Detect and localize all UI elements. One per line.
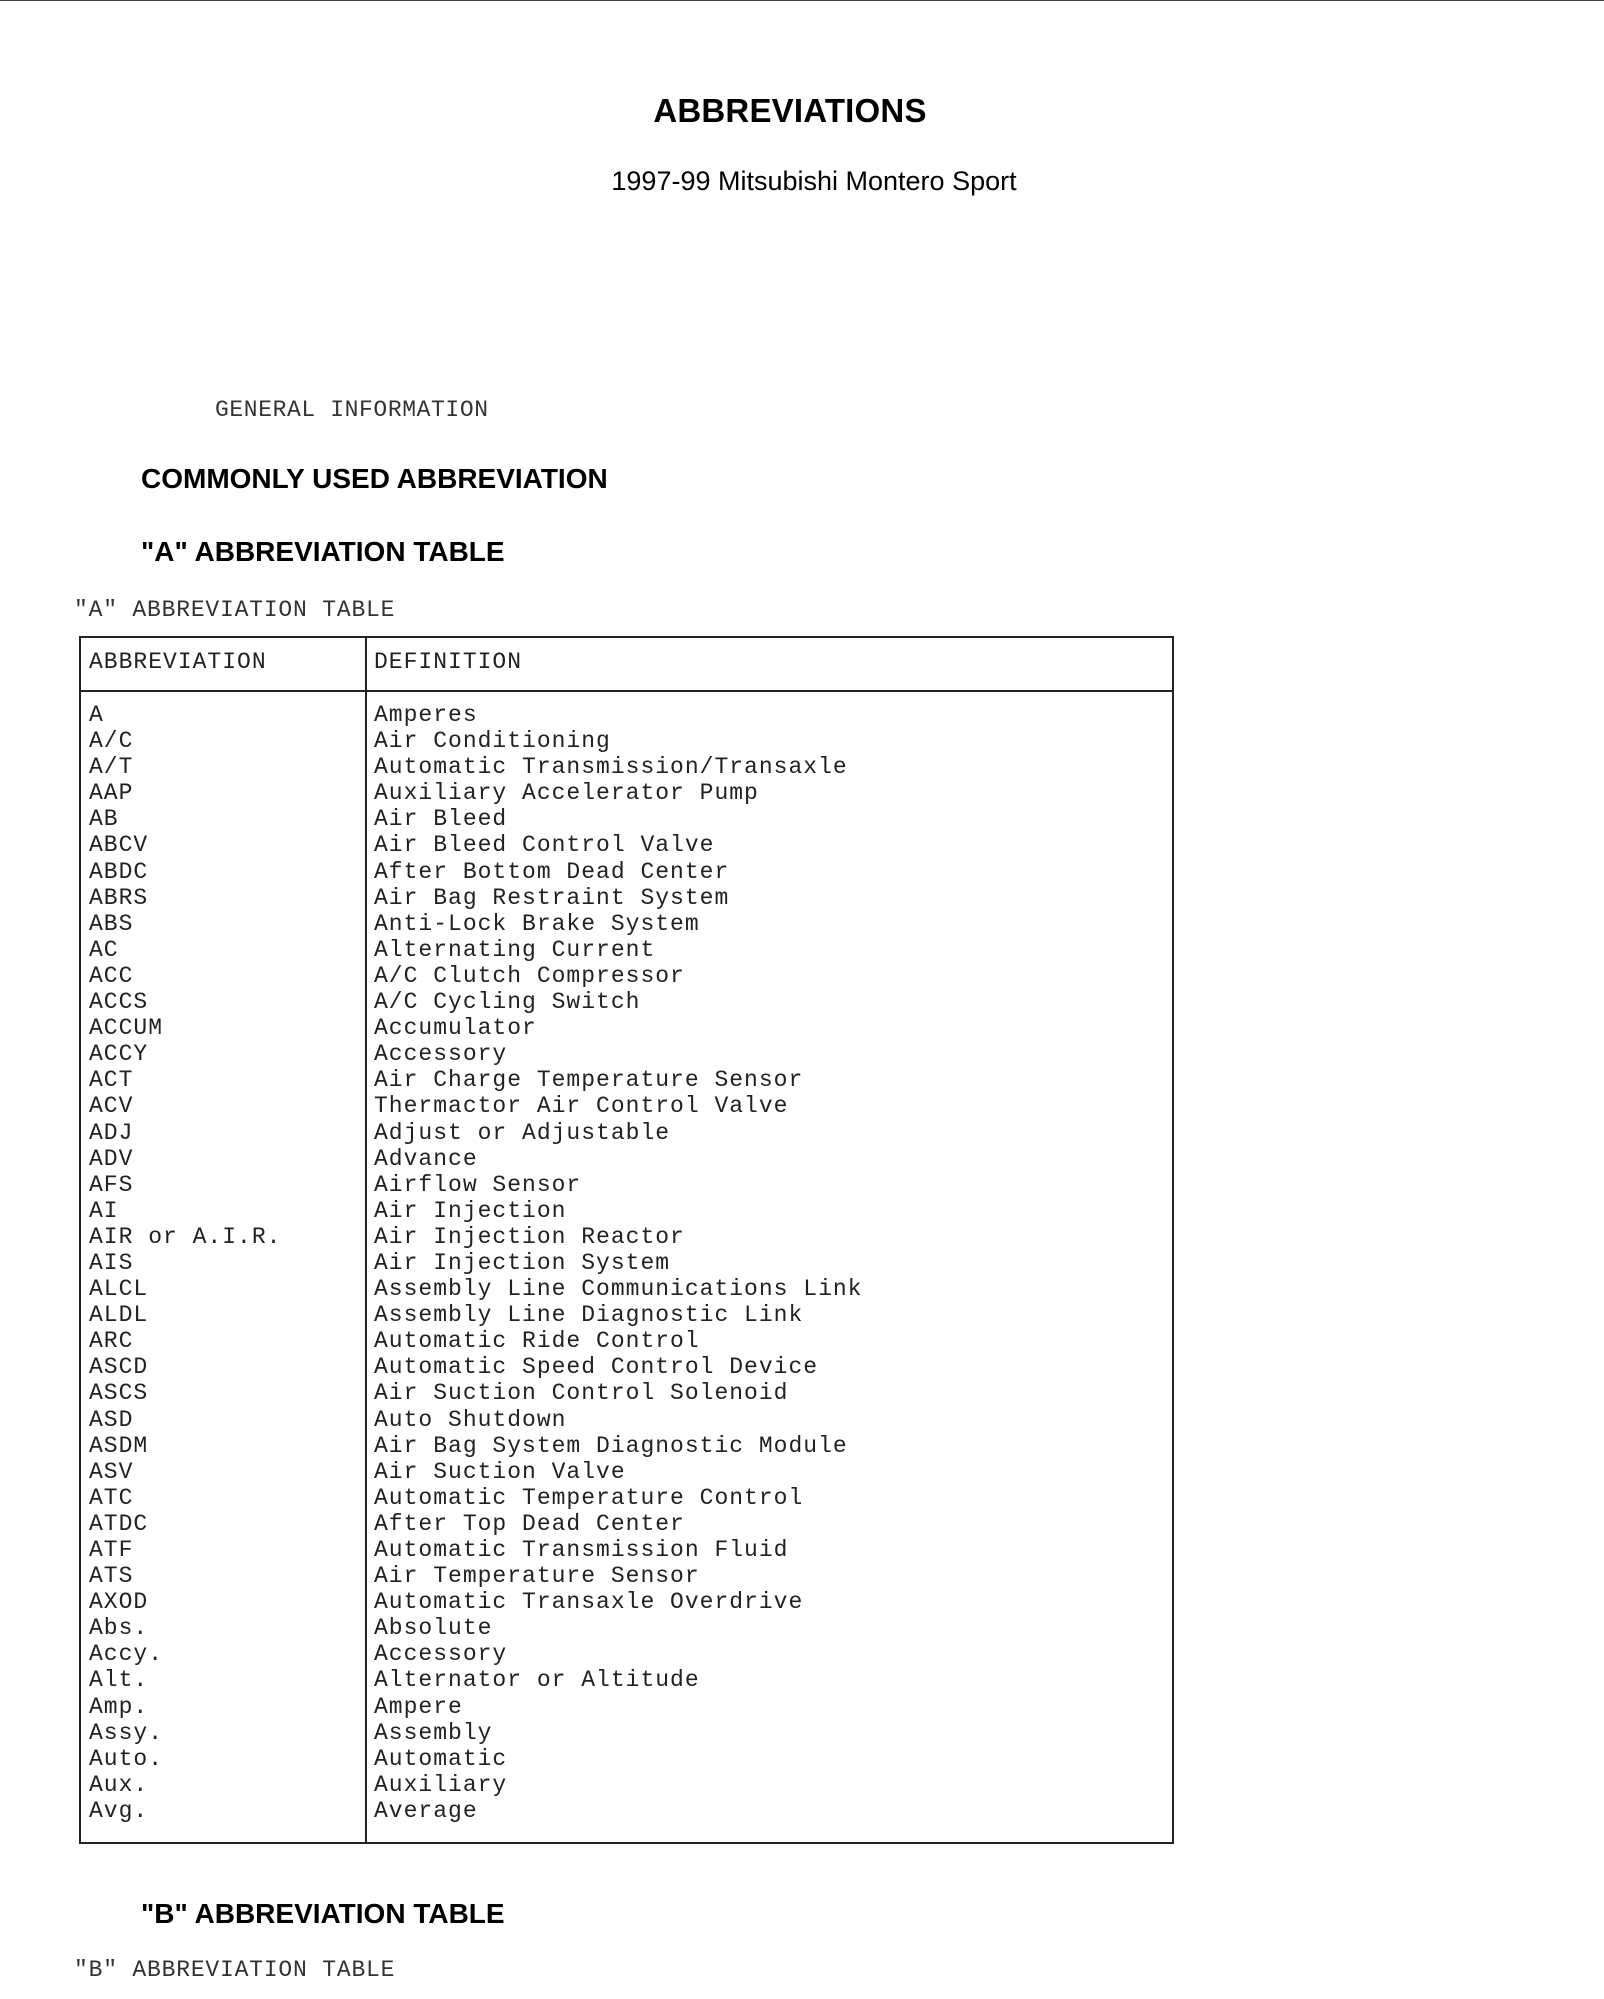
abbreviation-cell: ACT xyxy=(89,1067,134,1094)
table-row xyxy=(81,1276,1172,1302)
table-row xyxy=(81,1563,1172,1589)
definition-cell: Air Suction Control Solenoid xyxy=(374,1380,789,1407)
section-a-caption: "A" ABBREVIATION TABLE xyxy=(74,597,396,623)
table-row xyxy=(81,1067,1172,1093)
definition-cell: Air Injection xyxy=(374,1197,567,1224)
abbreviation-cell: ARC xyxy=(89,1328,134,1355)
definition-cell: Automatic Ride Control xyxy=(374,1328,700,1355)
table-row xyxy=(81,1328,1172,1354)
section-a-heading: "A" ABBREVIATION TABLE xyxy=(141,536,505,567)
abbreviation-cell: Aux. xyxy=(89,1771,149,1798)
abbreviation-cell: ACC xyxy=(89,962,134,989)
abbreviation-cell: AFS xyxy=(89,1171,134,1198)
table-row xyxy=(81,1433,1172,1459)
definition-cell: Amperes xyxy=(374,702,478,728)
definition-cell: Auxiliary Accelerator Pump xyxy=(374,780,759,807)
column-header-definition: DEFINITION xyxy=(374,649,523,675)
abbreviation-cell: ABRS xyxy=(89,884,149,911)
column-header-abbreviation: ABBREVIATION xyxy=(89,649,267,675)
abbreviation-cell: AXOD xyxy=(89,1589,149,1616)
definition-cell: Air Suction Valve xyxy=(374,1458,626,1485)
definition-cell: Assembly Line Communications Link xyxy=(374,1276,863,1303)
definition-cell: Assembly Line Diagnostic Link xyxy=(374,1302,804,1329)
general-information-label: GENERAL INFORMATION xyxy=(215,397,489,423)
table-row xyxy=(81,1746,1172,1772)
table-row xyxy=(81,989,1172,1015)
abbreviation-cell: AC xyxy=(89,936,119,963)
definition-cell: Adjust or Adjustable xyxy=(374,1119,671,1146)
definition-cell: Automatic Transmission Fluid xyxy=(374,1537,789,1563)
definition-cell: Ampere xyxy=(374,1693,463,1720)
abbreviation-cell: ACCY xyxy=(89,1041,149,1068)
definition-cell: Anti-Lock Brake System xyxy=(374,910,700,937)
definition-cell: Automatic Transaxle Overdrive xyxy=(374,1589,804,1616)
document-subtitle: 1997-99 Mitsubishi Montero Sport xyxy=(611,166,1017,196)
table-row xyxy=(81,1667,1172,1693)
table-row xyxy=(81,1302,1172,1328)
definition-cell: Accessory xyxy=(374,1641,508,1668)
table-row xyxy=(81,1407,1172,1433)
table-row xyxy=(81,780,1172,806)
abbreviation-cell: A/T xyxy=(89,754,134,781)
abbreviation-cell: Amp. xyxy=(89,1693,149,1720)
abbreviation-cell: Alt. xyxy=(89,1667,149,1694)
definition-cell: Advance xyxy=(374,1145,478,1172)
table-body xyxy=(81,702,1172,1824)
table-row xyxy=(81,1772,1172,1798)
definition-cell: Automatic Speed Control Device xyxy=(374,1354,819,1381)
header-rule xyxy=(81,690,1172,692)
definition-cell: Automatic xyxy=(374,1745,508,1772)
table-row xyxy=(81,832,1172,858)
abbreviation-cell: ATC xyxy=(89,1484,134,1511)
abbreviation-cell: Assy. xyxy=(89,1719,164,1746)
abbreviation-cell: ASDM xyxy=(89,1432,149,1459)
table-row xyxy=(81,1224,1172,1250)
commonly-used-heading: COMMONLY USED ABBREVIATION xyxy=(141,463,608,494)
table-row xyxy=(81,911,1172,937)
definition-cell: Assembly xyxy=(374,1719,493,1746)
abbreviation-cell: ALCL xyxy=(89,1276,149,1303)
definition-cell: Accessory xyxy=(374,1041,508,1068)
abbreviation-cell: ALDL xyxy=(89,1302,149,1329)
abbreviation-cell: Accy. xyxy=(89,1641,164,1668)
table-row xyxy=(81,754,1172,780)
definition-cell: Automatic Transmission/Transaxle xyxy=(374,754,848,781)
definition-cell: Automatic Temperature Control xyxy=(374,1484,804,1511)
table-row xyxy=(81,1146,1172,1172)
table-row xyxy=(81,1694,1172,1720)
table-row xyxy=(81,1511,1172,1537)
section-b-caption: "B" ABBREVIATION TABLE xyxy=(74,1957,396,1983)
abbreviation-cell: ADV xyxy=(89,1145,134,1172)
definition-cell: After Bottom Dead Center xyxy=(374,858,730,885)
table-row xyxy=(81,1172,1172,1198)
definition-cell: Air Injection Reactor xyxy=(374,1223,685,1250)
definition-cell: Air Bleed Control Valve xyxy=(374,832,715,859)
table-row xyxy=(81,1120,1172,1146)
page-top-rule xyxy=(0,0,1604,1)
abbreviation-cell: ACCS xyxy=(89,989,149,1016)
abbreviation-cell: AAP xyxy=(89,780,134,807)
abbreviation-cell: ACCUM xyxy=(89,1015,164,1042)
definition-cell: Average xyxy=(374,1797,478,1824)
table-row xyxy=(81,1250,1172,1276)
table-row xyxy=(81,1459,1172,1485)
table-row xyxy=(81,1485,1172,1511)
abbreviation-cell: AB xyxy=(89,806,119,833)
table-row xyxy=(81,1380,1172,1406)
table-row xyxy=(81,859,1172,885)
definition-cell: Air Bag Restraint System xyxy=(374,884,730,911)
definition-cell: Auto Shutdown xyxy=(374,1406,567,1433)
abbreviation-cell: A xyxy=(89,702,104,728)
abbreviation-cell: Abs. xyxy=(89,1615,149,1642)
document-title: ABBREVIATIONS xyxy=(653,92,927,129)
abbreviation-cell: A/C xyxy=(89,728,134,755)
definition-cell: Air Temperature Sensor xyxy=(374,1563,700,1590)
table-row xyxy=(81,1589,1172,1615)
table-row xyxy=(81,937,1172,963)
abbreviation-cell: ASV xyxy=(89,1458,134,1485)
table-row xyxy=(81,963,1172,989)
table-row xyxy=(81,702,1172,728)
table-row xyxy=(81,1041,1172,1067)
abbreviation-cell: ACV xyxy=(89,1093,134,1120)
definition-cell: Absolute xyxy=(374,1615,493,1642)
definition-cell: Auxiliary xyxy=(374,1771,508,1798)
abbreviation-cell: ABS xyxy=(89,910,134,937)
table-row xyxy=(81,1015,1172,1041)
table-row xyxy=(81,806,1172,832)
definition-cell: Alternating Current xyxy=(374,936,656,963)
abbreviation-table-a xyxy=(79,636,1174,1844)
definition-cell: Thermactor Air Control Valve xyxy=(374,1093,789,1120)
definition-cell: Alternator or Altitude xyxy=(374,1667,700,1694)
abbreviation-cell: ASCS xyxy=(89,1380,149,1407)
abbreviation-cell: Avg. xyxy=(89,1797,149,1824)
abbreviation-cell: AIS xyxy=(89,1249,134,1276)
abbreviation-cell: ABCV xyxy=(89,832,149,859)
table-row xyxy=(81,1537,1172,1563)
definition-cell: Air Conditioning xyxy=(374,728,611,755)
abbreviation-cell: ABDC xyxy=(89,858,149,885)
table-row xyxy=(81,1615,1172,1641)
table-row xyxy=(81,728,1172,754)
abbreviation-cell: ATF xyxy=(89,1537,134,1563)
abbreviation-cell: ASD xyxy=(89,1406,134,1433)
abbreviation-cell: AIR or A.I.R. xyxy=(89,1223,282,1250)
table-row xyxy=(81,1641,1172,1667)
section-b-heading: "B" ABBREVIATION TABLE xyxy=(141,1898,505,1929)
table-row xyxy=(81,1354,1172,1380)
definition-cell: Air Charge Temperature Sensor xyxy=(374,1067,804,1094)
table-row xyxy=(81,1198,1172,1224)
definition-cell: Accumulator xyxy=(374,1015,537,1042)
definition-cell: A/C Cycling Switch xyxy=(374,989,641,1016)
definition-cell: Airflow Sensor xyxy=(374,1171,582,1198)
definition-cell: Air Bag System Diagnostic Module xyxy=(374,1432,848,1459)
table-row xyxy=(81,1093,1172,1119)
abbreviation-cell: Auto. xyxy=(89,1745,164,1772)
abbreviation-cell: ASCD xyxy=(89,1354,149,1381)
abbreviation-cell: ATDC xyxy=(89,1510,149,1537)
abbreviation-cell: ATS xyxy=(89,1563,134,1590)
definition-cell: Air Bleed xyxy=(374,806,508,833)
definition-cell: After Top Dead Center xyxy=(374,1510,685,1537)
table-row xyxy=(81,1798,1172,1824)
abbreviation-cell: ADJ xyxy=(89,1119,134,1146)
definition-cell: Air Injection System xyxy=(374,1249,671,1276)
table-row xyxy=(81,1720,1172,1746)
definition-cell: A/C Clutch Compressor xyxy=(374,962,685,989)
abbreviation-cell: AI xyxy=(89,1197,119,1224)
table-row xyxy=(81,885,1172,911)
